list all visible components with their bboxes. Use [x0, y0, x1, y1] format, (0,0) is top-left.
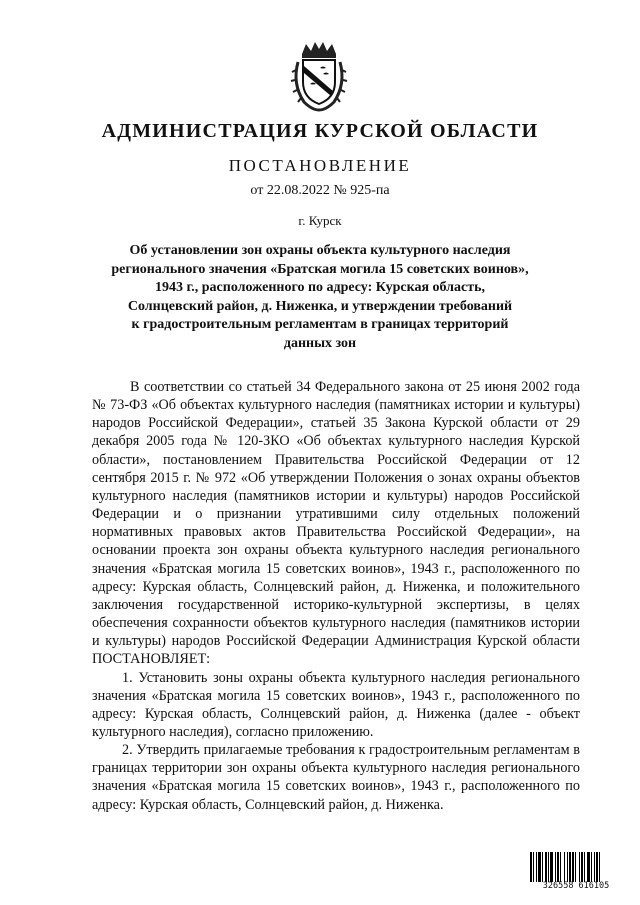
document-city: г. Курск: [298, 213, 342, 228]
resolution-item-1: 1. Установить зоны охраны объекта культурного наследия регионального значения «Братская могила 15 советских воинов», 1943 г., расположенного по адресу: Курская область, Солнцевский район, д. Ниженка (далее - объект культурного наследия), согласно приложению.: [92, 669, 580, 740]
document-date-number: от 22.08.2022 № 925-па: [250, 183, 390, 198]
document-title: [60, 242, 580, 354]
title-line: Солнцевский район, д. Ниженка, и утверждении требований: [127, 298, 513, 314]
document-type: ПОСТАНОВЛЕНИЕ: [228, 156, 412, 175]
barcode-icon: [530, 852, 622, 882]
barcode: [530, 852, 622, 892]
title-line: регионального значения «Братская могила 15 советских воинов»,: [111, 261, 529, 277]
kursk-coat-of-arms-icon: [290, 40, 348, 112]
barcode-number: 326558 616105: [542, 881, 610, 891]
title-line: данных зон: [283, 335, 357, 351]
organization-name: АДМИНИСТРАЦИЯ КУРСКОЙ ОБЛАСТИ: [101, 120, 539, 142]
document-body: [92, 378, 580, 814]
resolution-item-2: 2. Утвердить прилагаемые требования к градостроительным регламентам в границах территории зон охраны объекта культурного наследия регионального значения «Братская могила 15 советских воинов», 1943 г., расположенного по адресу: Курская область, Солнцевский район, д. Ниженка.: [92, 742, 580, 813]
title-line: к градостроительным регламентам в границах территорий: [131, 317, 509, 333]
preamble-paragraph: В соответствии со статьей 34 Федерального закона от 25 июня 2002 года № 73-ФЗ «Об объектах культурного наследия (памятниках истории и культуры) народов Российской Федерации», статьей 35 Закона Курской области от 29 декабря 2005 года № 120-ЗКО «Об объектах культурного наследия Курской области», постановлением Правительства Российской Федерации от 12 сентября 2015 г. № 972 «Об утверждении Положения о зонах охраны объектов культурного наследия (памятников истории и культуры) народов Российской Федерации и о признании утратившими силу отдельных положений нормативных правовых актов Правительства Российской Федерации», на основании проекта зон охраны объекта культурного наследия регионального значения «Братская могила 15 советских воинов», 1943 г., расположенного по адресу: Курская область, Солнцевский район, д. Ниженка, и положительного заключения государственной историко-культурной экспертизы, в целях обеспечения сохранности объектов культурного наследия (памятников истории и культуры) народов Российской Федерации Администрация Курской области ПОСТАНОВЛЯЕТ:: [92, 379, 580, 668]
title-line: 1943 г., расположенного по адресу: Курская область,: [154, 280, 486, 296]
title-line: Об установлении зон охраны объекта культурного наследия: [129, 243, 511, 258]
